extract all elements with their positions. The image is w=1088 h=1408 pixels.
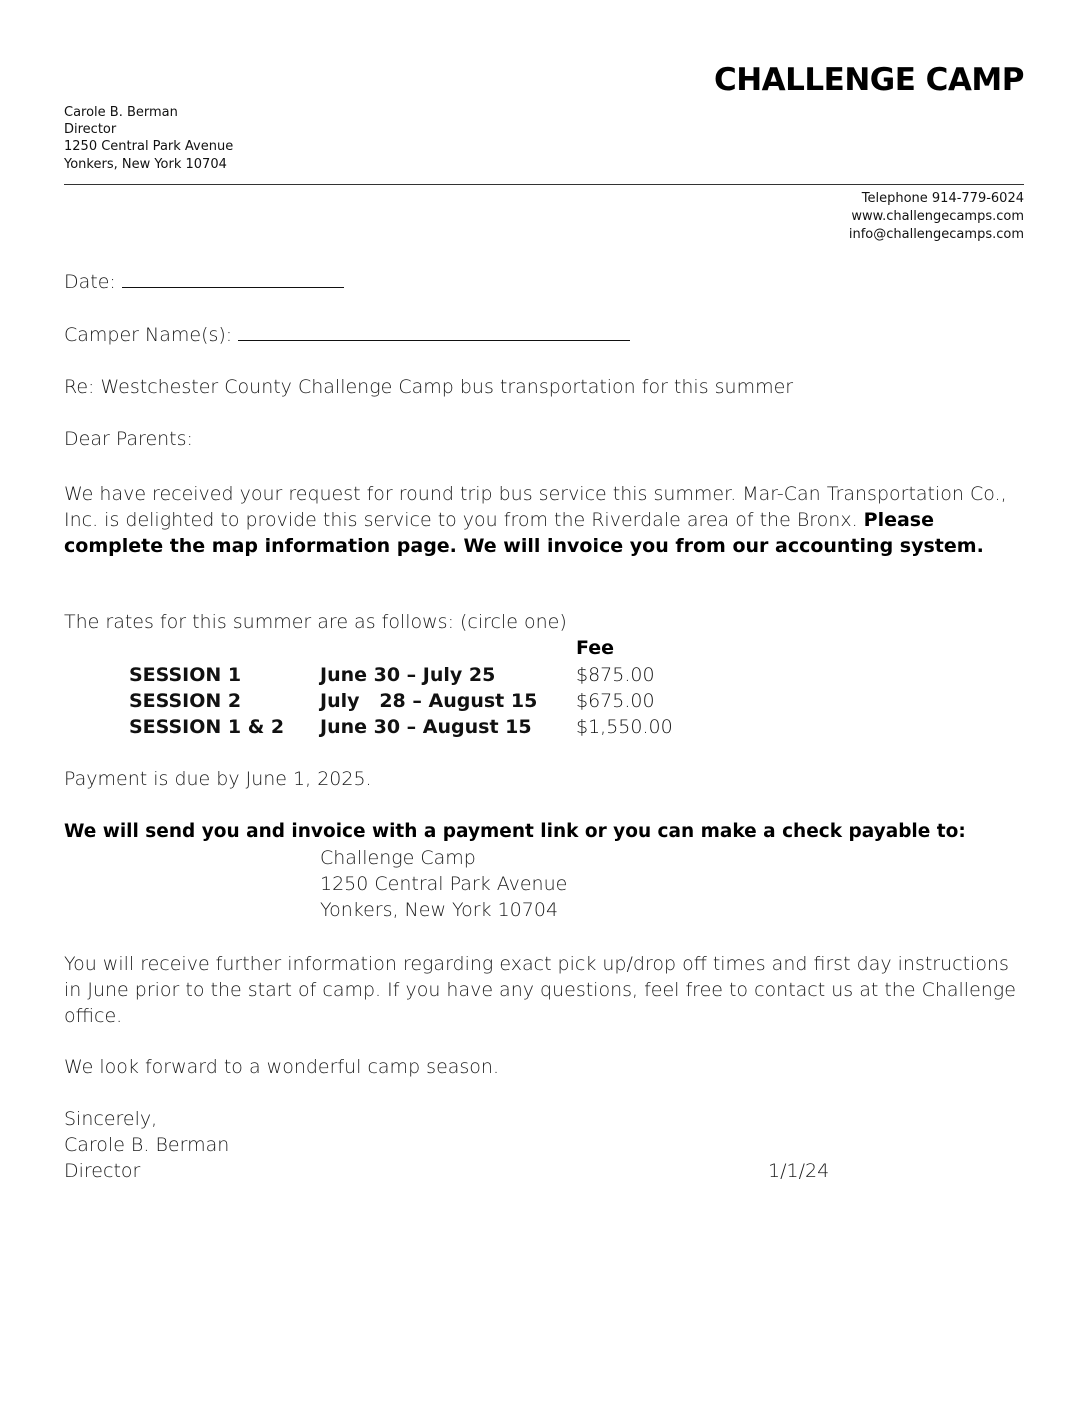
camper-name-blank-line[interactable] <box>238 326 630 341</box>
camp-name-heading: CHALLENGE CAMP <box>713 62 1024 98</box>
payable-name: Challenge Camp <box>320 847 476 869</box>
signoff-sincerely: Sincerely, <box>64 1108 158 1130</box>
date-label: Date: <box>64 271 116 293</box>
intro-text: We have received your request for round trip bus service this summer. Mar-Can Transportation Co., Inc. is delighted to provide this service to you from the Riverdale area of the Bronx. <box>64 483 1007 531</box>
header-divider <box>64 184 1024 185</box>
rate-dates: July 28 – August 15 <box>320 690 538 712</box>
sender-title: Director <box>64 122 117 137</box>
rate-fee: $1,550.00 <box>576 716 673 738</box>
contact-telephone: Telephone 914-779-6024 <box>861 191 1024 206</box>
rate-dates: June 30 – July 25 <box>320 664 496 686</box>
rates-intro: The rates for this summer are as follows: (circle one) <box>64 611 567 633</box>
payment-due: Payment is due by June 1, 2025. <box>64 768 372 790</box>
intro-paragraph <box>64 481 1024 559</box>
contact-email[interactable]: info@challengecamps.com <box>848 227 1024 242</box>
salutation: Dear Parents: <box>64 428 193 450</box>
rate-session: SESSION 1 & 2 <box>129 716 285 738</box>
sender-city: Yonkers, New York 10704 <box>64 157 227 172</box>
date-field <box>64 271 344 293</box>
date-blank-line[interactable] <box>122 273 344 288</box>
signoff-title: Director <box>64 1160 141 1182</box>
sender-street: 1250 Central Park Avenue <box>64 139 234 154</box>
payable-city: Yonkers, New York 10704 <box>320 899 559 921</box>
fee-column-header: Fee <box>576 637 614 659</box>
camper-name-field <box>64 324 630 346</box>
rate-fee: $675.00 <box>576 690 655 712</box>
revision-date: 1/1/24 <box>768 1160 830 1182</box>
contact-website[interactable]: www.challengecamps.com <box>851 209 1024 224</box>
rate-fee: $875.00 <box>576 664 655 686</box>
camper-name-label: Camper Name(s): <box>64 324 233 346</box>
rate-dates: June 30 – August 15 <box>320 716 532 738</box>
intro-bold-text: Please complete the map information page. We will invoice you from our accounting system. <box>64 509 984 557</box>
closing-line: We look forward to a wonderful camp season. <box>64 1056 500 1078</box>
payable-heading: We will send you and invoice with a payment link or you can make a check payable to: <box>64 821 966 842</box>
signoff-name: Carole B. Berman <box>64 1134 230 1156</box>
re-line: Re: Westchester County Challenge Camp bus transportation for this summer <box>64 376 794 398</box>
rate-session: SESSION 1 <box>129 664 242 686</box>
payable-street: 1250 Central Park Avenue <box>320 873 568 895</box>
further-info-paragraph: You will receive further information regarding exact pick up/drop off times and first day instructions in June prior to the start of camp. If you have any questions, feel free to contact us at the Challenge office. <box>64 953 1016 1027</box>
rate-session: SESSION 2 <box>129 690 242 712</box>
sender-name: Carole B. Berman <box>64 105 178 120</box>
